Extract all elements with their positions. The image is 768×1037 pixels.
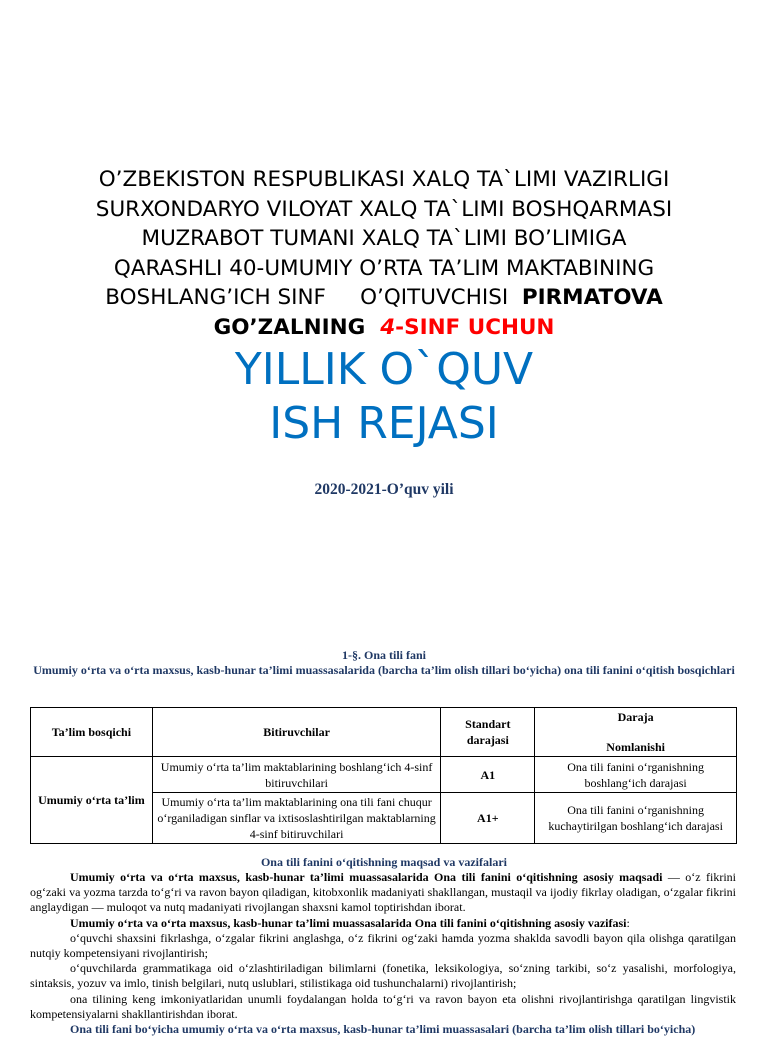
header-stage: Ta’lim bosqichi xyxy=(31,708,153,757)
header-line-district: MUZRABOT TUMANI XALQ TA`LIMI BO’LIMIGA xyxy=(141,226,627,251)
education-stages-table xyxy=(30,707,737,844)
main-goal-text: — o‘z fikrini og‘zaki va yozma tarzda to‘g‘ri va ravon bayon qiladigan, kitobxonlik madaniyati shakllangan, mustaqil va ijodiy fikrlay oladigan, o‘zgalar fikrini anglaydigan — muloqot va nutq madaniyati rivojlangan shaxsni kamol toptirishdan iborat. xyxy=(30,870,736,915)
goals-paragraph-task-1: o‘quvchi shaxsini fikrlashga, o‘zgalar fikrini anglashga, o‘z fikrini og‘zaki hamda yozma shaklda savodli bayon qila olishga qaratilgan nutqiy kompetensiyani rivojlantirish; xyxy=(30,930,736,961)
main-goal-lead: Umumiy o‘rta va o‘rta maxsus, kasb-hunar ta’limi muassasalarida Ona tili fanini o‘qitishning asosiy maqsadi xyxy=(70,870,663,884)
graduates-cell: Umumiy o‘rta ta’lim maktablarining boshlang‘ich 4-sinf bitiruvchilari xyxy=(152,757,441,793)
goals-paragraph-task-3: ona tilining keng imkoniyatlaridan unumli foydalangan holda to‘g‘ri va ravon bayon eta olishni rivojlantirishga qaratilgan lingvistik kompetensiyalarni shakllantirishdan iborat. xyxy=(30,991,736,1021)
academic-year: 2020-2021-O’quv yili xyxy=(314,481,454,498)
level-name-cell: Ona tili fanini o‘rganishning boshlang‘ich darajasi xyxy=(535,757,737,793)
stage-cell: Umumiy o‘rta ta’lim xyxy=(31,757,153,844)
table-header-row xyxy=(31,708,737,757)
goals-title: Ona tili fanini o‘qitishning maqsad va vazifalari xyxy=(260,855,508,869)
header-line-ministry: O’ZBEKISTON RESPUBLIKASI XALQ TA`LIMI VAZIRLIGI xyxy=(98,167,670,192)
header-level-name xyxy=(535,708,737,757)
header-level: Daraja xyxy=(617,710,654,724)
document-header xyxy=(0,165,768,342)
teacher-name: GO’ZALNING xyxy=(213,314,381,340)
level-cell: A1 xyxy=(441,757,535,793)
class-number: 4 xyxy=(380,314,396,340)
header-line-class xyxy=(0,313,768,343)
goals-paragraph-continued: Ona tili fani bo‘yicha umumiy o‘rta va o‘rta maxsus, kasb-hunar ta’limi muassasalari (barcha ta’lim olish tillari bo‘yicha) xyxy=(70,1022,696,1037)
goals-paragraph-main-task xyxy=(30,916,736,931)
plan-title-line2: ISH REJASI xyxy=(269,398,499,449)
main-task-lead: Umumiy o‘rta va o‘rta maxsus, kasb-hunar ta’limi muassasalarida Ona tili fanini o‘qitishning asosiy vazifasi xyxy=(70,915,627,930)
graduates-cell: Umumiy o‘rta ta’lim maktablarining ona tili fani chuqur o‘rganiladigan sinflar va ixtisoslashtirilgan maktablarning 4-sinf bitiruvchilari xyxy=(152,793,441,844)
header-standard-level: Standart darajasi xyxy=(441,708,535,757)
level-name-cell: Ona tili fanini o‘rganishning kuchaytirilgan boshlang‘ich darajasi xyxy=(535,793,737,844)
plan-title-line1: YILLIK O`QUV xyxy=(234,344,534,395)
header-line-school: QARASHLI 40-UMUMIY O’RTA TA’LIM MAKTABINING xyxy=(113,255,655,281)
teacher-role: BOSHLANG’ICH SINF O’QITUVCHISI xyxy=(105,285,522,310)
header-line-teacher xyxy=(0,283,768,313)
goals-paragraph-main-goal xyxy=(30,870,736,916)
goals-body xyxy=(30,870,736,1037)
teacher-surname: PIRMATOVA xyxy=(521,285,663,310)
header-graduates: Bitiruvchilar xyxy=(152,708,441,757)
class-label: -SINF UCHUN xyxy=(395,314,555,340)
section-subheading: Umumiy o‘rta va o‘rta maxsus, kasb-hunar ta’limi muassasalarida (barcha ta’lim olish tillari bo‘yicha) ona tili fanini o‘qitish bosqichlari xyxy=(33,663,735,677)
header-line-region: SURXONDARYO VILOYAT XALQ TA`LIMI BOSHQARMASI xyxy=(95,196,673,222)
header-naming: Nomlanishi xyxy=(606,740,665,754)
level-cell: A1+ xyxy=(441,793,535,844)
main-task-text: : xyxy=(626,915,630,930)
plan-title xyxy=(0,343,768,451)
section-heading: 1-§. Ona tili fani xyxy=(341,648,426,662)
table-row xyxy=(31,757,737,793)
goals-paragraph-task-2: o‘quvchilarda grammatikaga oid o‘zlashtiriladigan bilimlarni (fonetika, leksikologiya, so‘zning tarkibi, so‘z yasalishi, morfologiya, sintaksis, yozuv va imlo, tinish belgilari, nutq uslublari, stilistikaga oid tushunchalarni) rivojlantirish; xyxy=(30,961,736,991)
